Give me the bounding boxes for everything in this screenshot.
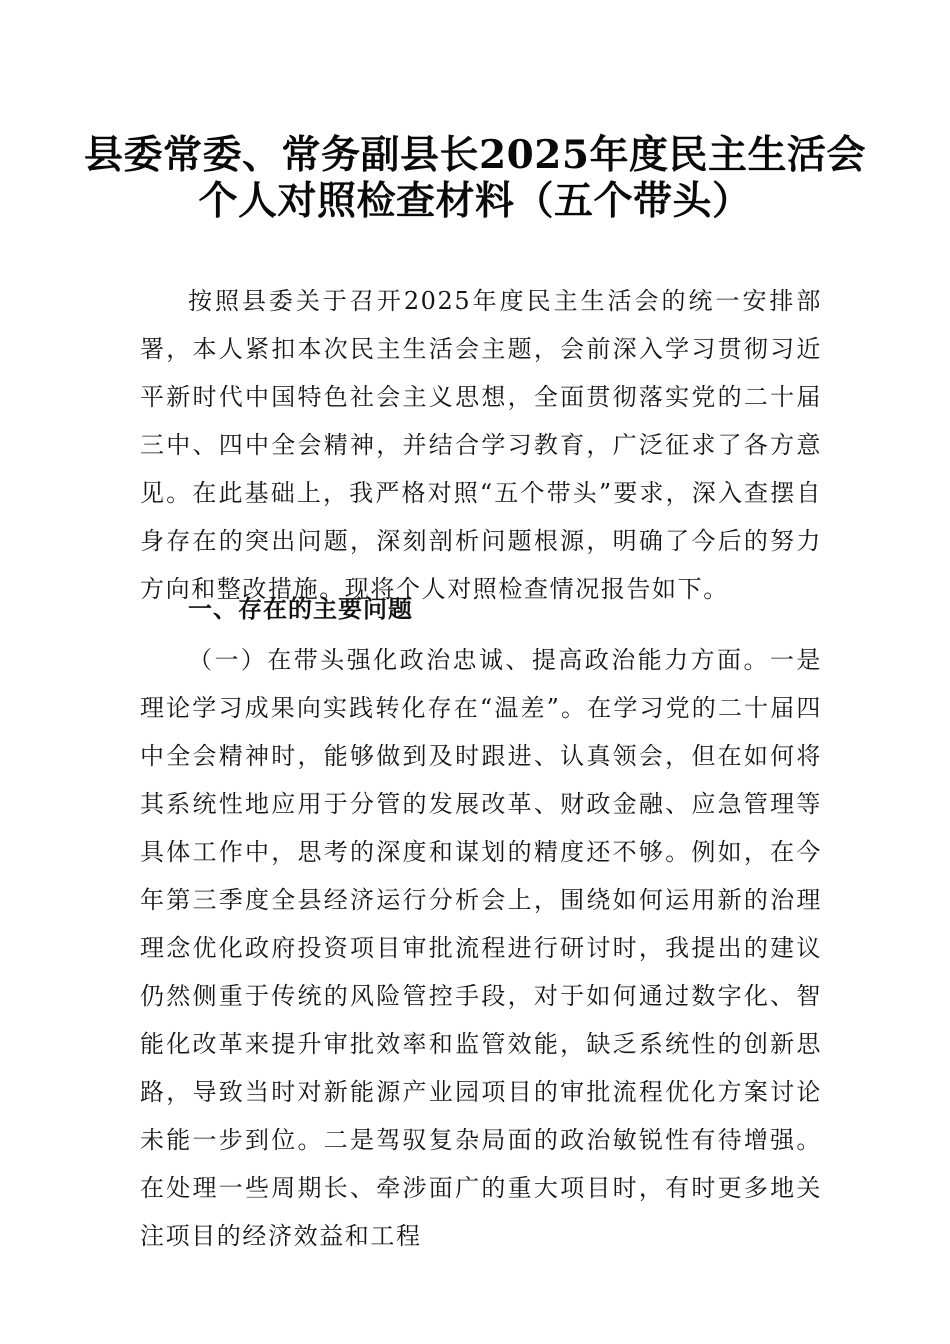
title-line-1: 县委常委、常务副县长2025年度民主生活会 bbox=[83, 132, 867, 178]
title-line-2: 个人对照检查材料（五个带头） bbox=[198, 178, 752, 224]
section-heading: 一、存在的主要问题 bbox=[188, 595, 413, 623]
section-paragraph: （一）在带头强化政治忠诚、提高政治能力方面。一是理论学习成果向实践转化存在“温差”。在学习党的二十届四中全会精神时，能够做到及时跟进、认真领会，但在如何将其系统性地应用于分管的发展改革、财政金融、应急管理等具体工作中，思考的深度和谋划的精度还不够。例如，在今年第三季度全县经济运行分析会上，围绕如何运用新的治理理念优化政府投资项目审批流程进行研讨时，我提出的建议仍然侧重于传统的风险管控手段，对于如何通过数字化、智能化改革来提升审批效率和监管效能，缺乏系统性的创新思路，导致当时对新能源产业园项目的审批流程优化方案讨论未能一步到位。二是驾驭复杂局面的政治敏锐性有待增强。在处理一些周期长、牵涉面广的重大项目时，有时更多地关注项目的经济效益和工程 bbox=[140, 646, 822, 1250]
document-title bbox=[0, 132, 950, 224]
intro-paragraph: 按照县委关于召开2025年度民主生活会的统一安排部署，本人紧扣本次民主生活会主题，会前深入学习贯彻习近平新时代中国特色社会主义思想，全面贯彻落实党的二十届三中、四中全会精神，并结合学习教育，广泛征求了各方意见。在此基础上，我严格对照“五个带头”要求，深入查摆自身存在的突出问题，深刻剖析问题根源，明确了今后的努力方向和整改措施。现将个人对照检查情况报告如下。 bbox=[140, 287, 822, 603]
